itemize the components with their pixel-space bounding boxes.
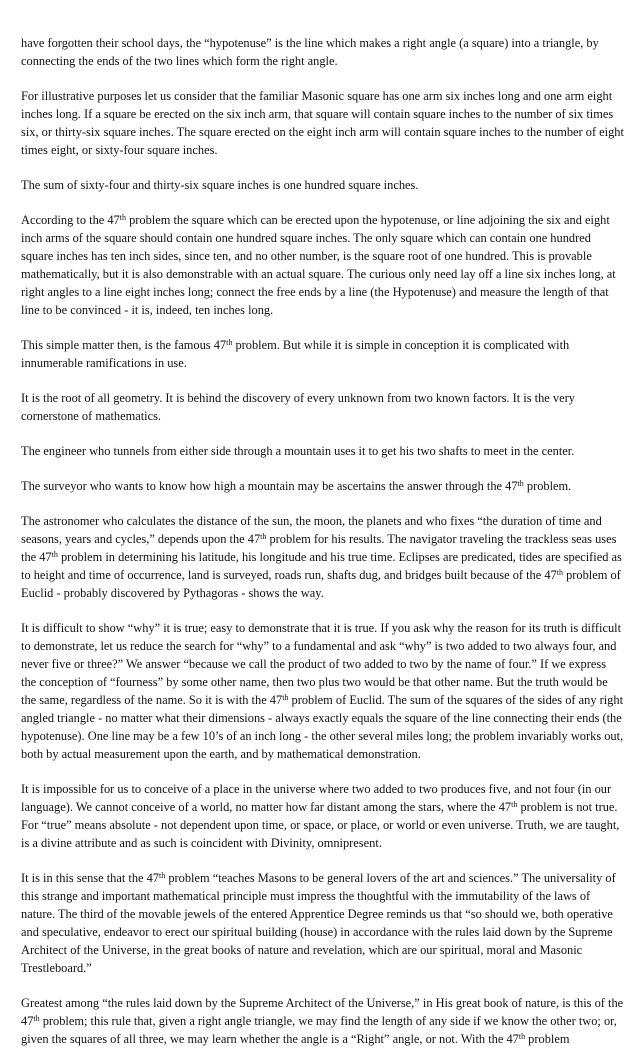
ordinal-superscript: th: [51, 550, 58, 559]
paragraph-text: problem for his results. The navigator traveling the trackless seas uses the 47: [21, 532, 617, 564]
ordinal-superscript: th: [33, 1014, 40, 1023]
paragraph-text: According to the 47: [21, 213, 120, 227]
paragraph: [21, 442, 624, 460]
ordinal-superscript: th: [119, 213, 126, 222]
paragraph-text: It is difficult to show “why” it is true; easy to demonstrate that it is true. If you ask why the reason for its truth is difficult to demonstrate, let us reduce the search for “why” to a fundamental and ask “why” is two added to two always four, and never five or three?” We answer “because we call the product of two added to two by the name of four.” If we express the conception of “fourness” by some other name, then two plus two would be that other name. But the truth would be the same, regardless of the name. So it is with the 47: [21, 621, 622, 707]
ordinal-superscript: th: [226, 338, 233, 347]
paragraph-text: problem the square which can be erected upon the hypotenuse, or line adjoining the six and eight inch arms of the square should contain one hundred square inches. The only square which can contain one hundred square inches has ten inch sides, since ten, and no other number, is the square root of one hundred. This is provable mathematically, but it is also demonstrable with an actual square. The curious only need lay off a line six inches long, at right angles to a line eight inches long; connect the free ends by a line (the Hypotenuse) and measure the length of that line to be convinced - it is, indeed, ten inches long.: [21, 213, 616, 317]
paragraph-text: The surveyor who wants to know how high a mountain may be ascertains the answer through the 47: [21, 479, 518, 493]
paragraph-text: The astronomer who calculates the distance of the sun, the moon, the planets and who fixes “the duration of time and seasons, years and cycles,” depends upon the 47: [21, 514, 602, 546]
paragraph-text: problem “teaches Masons to be general lovers of the art and sciences.” The universality of this strange and important mathematical principle must impress the thoughtful with the immutability of the laws of nature. The third of the movable jewels of the entered Apprentice Degree reminds us that “so should we, both operative and speculative, endeavor to erect our spiritual building (house) in accordance with the rules laid down by the Supreme Architect of the Universe, in the great books of nature and revelation, which are our spiritual, moral and Masonic Trestleboard.”: [21, 871, 616, 975]
paragraph-text: problem in determining his latitude, his longitude and his true time. Eclipses are predicated, tides are specified as to height and time of occurrence, land is surveyed, roads run, shafts dug, and bridges built because of the 47: [21, 550, 622, 582]
paragraph-text: problem; this rule that, given a right angle triangle, we may find the length of any side if we know the other two; or, given the squares of all three, we may learn whether the angle is a “Right” angle, or not. With the 47: [21, 1014, 617, 1046]
paragraph-text: problem is not true. For “true” means absolute - not dependent upon time, or space, or place, or world or even universe. Truth, we are taught, is a divine attribute and as such is coincident with Divinity, omnipresent.: [21, 800, 620, 850]
ordinal-superscript: th: [556, 568, 563, 577]
paragraph-text: problem.: [523, 479, 572, 493]
paragraph: [21, 477, 624, 495]
paragraph-text: For illustrative purposes let us consider that the familiar Masonic square has one arm six inches long and one arm eight inches long. If a square be erected on the six inch arm, that square will contain square inches to the number of six times six, or thirty-six square inches. The square erected on the eight inch arm will contain square inches to the number of eight times eight, or sixty-four square inches.: [21, 89, 624, 157]
ordinal-superscript: th: [518, 1032, 526, 1041]
paragraph: [21, 780, 624, 852]
paragraph-text: It is the root of all geometry. It is behind the discovery of every unknown from two known factors. It is the very cornerstone of mathematics.: [21, 391, 575, 423]
ordinal-superscript: th: [159, 871, 166, 880]
paragraph-text: problem: [525, 1032, 570, 1046]
paragraph: [21, 994, 624, 1048]
paragraph: [21, 211, 624, 319]
paragraph-text: problem. But while it is simple in conception it is complicated with innumerable ramifications in use.: [21, 338, 570, 370]
body-text: [21, 34, 624, 1048]
ordinal-superscript: th: [511, 800, 518, 809]
paragraph-text: It is impossible for us to conceive of a place in the universe where two added to two produces five, and not four (in our language). We cannot conceive of a world, no matter how far distant among the stars, where the 47: [21, 782, 612, 814]
paragraph-text: problem of Euclid - probably discovered by Pythagoras - shows the way.: [21, 568, 621, 600]
paragraph: [21, 176, 624, 194]
paragraph: [21, 389, 624, 425]
ordinal-superscript: th: [282, 693, 289, 702]
ordinal-superscript: th: [517, 479, 524, 488]
paragraph: [21, 512, 624, 602]
paragraph-text: The sum of sixty-four and thirty-six square inches is one hundred square inches.: [21, 178, 419, 192]
paragraph: [21, 869, 624, 977]
paragraph: [21, 34, 624, 70]
paragraph-text: problem of Euclid. The sum of the squares of the sides of any right angled triangle - no matter what their dimensions - always exactly equals the square of the line connecting their ends (the hypotenuse). One line may be a few 10’s of an inch long - the other several miles long; the problem invariably works out, both by actual measurement upon the earth, and by mathematical demonstration.: [21, 693, 624, 761]
paragraph-text: It is in this sense that the 47: [21, 871, 160, 885]
paragraph-text: have forgotten their school days, the “hypotenuse” is the line which makes a right angle (a square) into a triangle, by connecting the ends of the two lines which form the right angle.: [21, 36, 599, 68]
paragraph: [21, 87, 624, 159]
ordinal-superscript: th: [260, 532, 267, 541]
paragraph-text: The engineer who tunnels from either side through a mountain uses it to get his two shafts to meet in the center.: [21, 444, 575, 458]
paragraph-text: This simple matter then, is the famous 47: [21, 338, 227, 352]
paragraph: [21, 336, 624, 372]
paragraph-text: Greatest among “the rules laid down by the Supreme Architect of the Universe,” in His great book of nature, is this of the 47: [21, 996, 624, 1028]
paragraph: [21, 619, 624, 763]
